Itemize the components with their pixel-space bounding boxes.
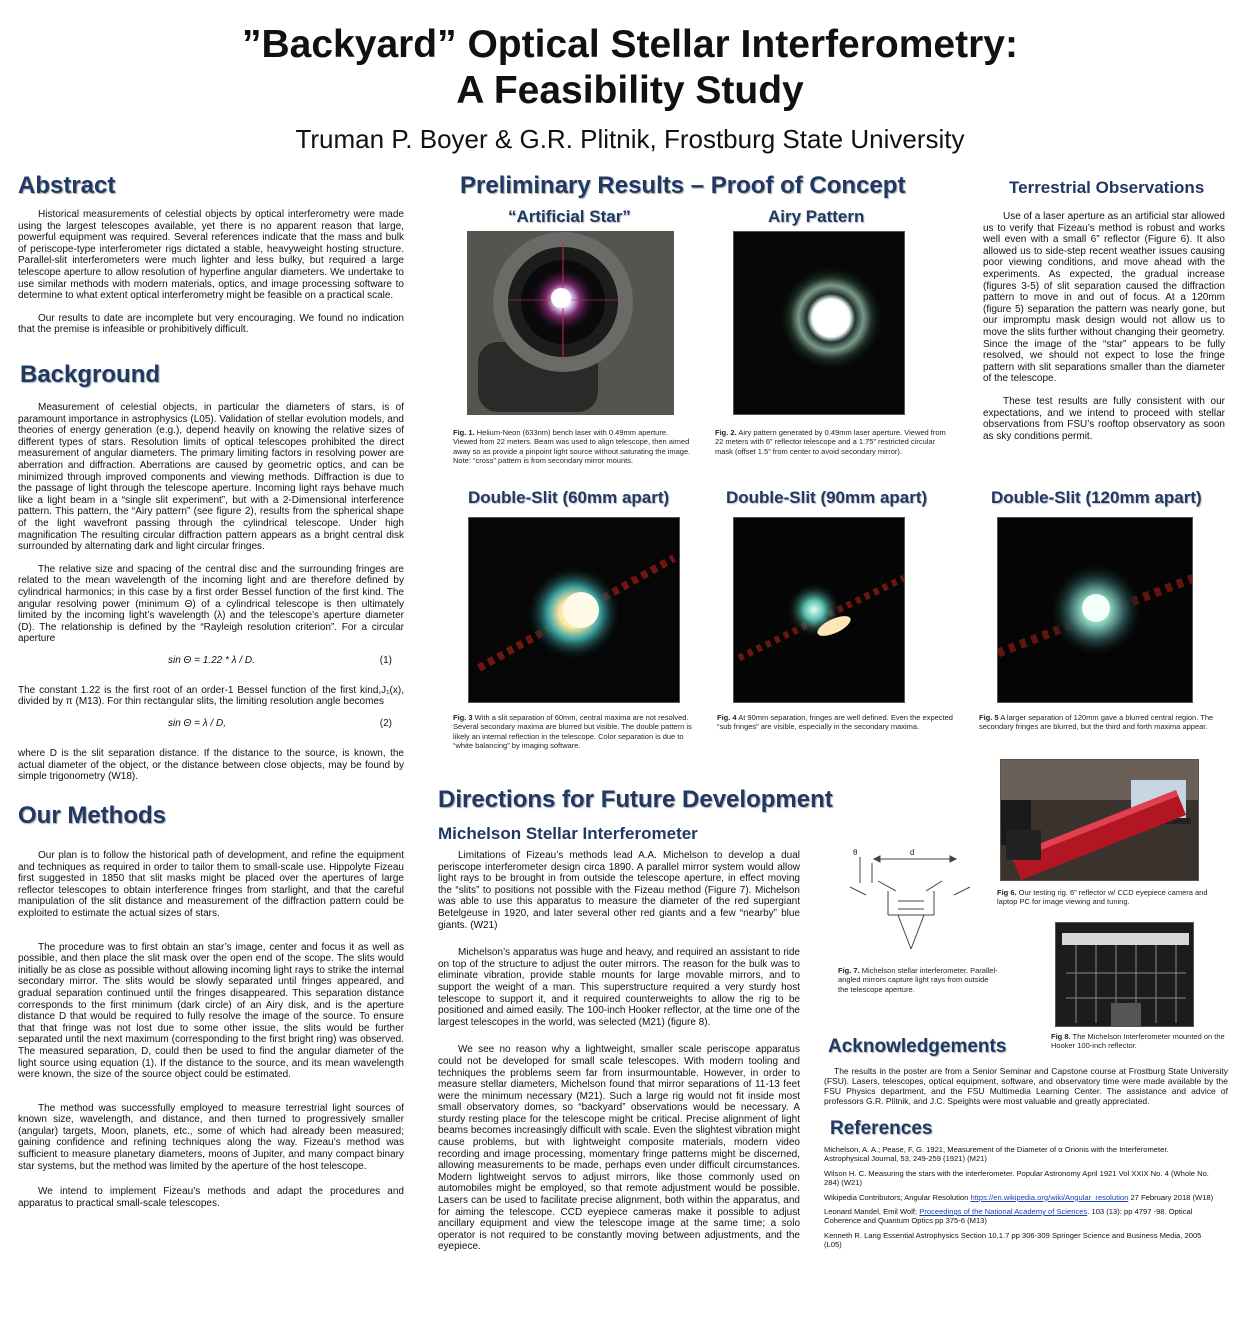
fig5-title: Double-Slit (120mm apart) [991, 488, 1202, 507]
fig7-michelson-diagram [838, 843, 984, 955]
equation-1-number: (1) [379, 654, 392, 666]
methods-paragraph: Our plan is to follow the historical path of development, and refine the equipment and techniques as required in order to tailor them to small-scale use. Hippolyte Fizeau first suggested in 1850 that slit masks might be placed over the apertures of large reflector telescopes to obtain interference fringes from starlight, and that the careful manipulation of the slit distance and measurement of the diffraction pattern could be exploited to estimate the actual sizes of stars. [18, 850, 404, 919]
equation-1 [18, 655, 404, 669]
acknowledgements-heading: Acknowledgements [828, 1036, 1007, 1057]
future-paragraph: Michelson’s apparatus was huge and heavy, and required an assistant to ride on top of the structure to adjust the outer mirrors. The reason for the bulk was to eliminate vibration, provide stable mounts for large movable mirrors, and to support the weight of a man. This superstructure required a very sturdy host telescope to support it, and it required counterweights to allow the rig to be positioned and aimed easily. The 100-inch Hooker reflector, at the time one of the largest telescopes in the world, was selected (M21) (figure 8). [438, 947, 800, 1028]
reference-text: Leonard Mandel, Emil Wolf; [824, 1207, 920, 1217]
fig3-caption [453, 713, 693, 751]
fig2-label: Fig. 2. [715, 428, 737, 437]
artificial-star-graphic [468, 232, 674, 415]
reference-item: Kenneth R. Lang Essential Astrophysics Section 10.1.7 pp 306-309 Springer Science and Business Media, 2005 (L05) [824, 1230, 1202, 1250]
fig8-label: Fig 8. [1051, 1032, 1071, 1041]
fig4-caption-text: At 90mm separation, fringes are well defined. Even the expected “sub fringes” are visible, especially in the secondary maxima. [717, 713, 953, 732]
wikipedia-angular-resolution-link[interactable]: https://en.wikipedia.org/wiki/Angular_resolution [970, 1192, 1129, 1202]
fig4-caption [717, 713, 953, 732]
abstract-paragraph: Historical measurements of celestial objects by optical interferometry were made using the largest telescopes available, yet there is no apparent reason that large, powerful equipment was required. Several references indicate that the mass and bulk of periscope-type interferometer rigs dictated a stable, heavyweight hosting structure. Parallel-slit interferometers were much lighter and less bulky, but required a large telescope aperture to allow resolution of hyperfine angular diameters. We undertake to use similar methods with modern materials, optics, and image processing software to determine to what extent optical interferometry might be feasible on a practical scale. [18, 209, 404, 302]
pnas-link[interactable]: Proceedings of the National Academy of Sciences [919, 1207, 1088, 1217]
future-body [438, 850, 800, 1264]
abstract-body [18, 209, 404, 347]
fig1-artificial-star-image [467, 231, 674, 415]
fig8-caption-text: The Michelson Interferometer mounted on the Hooker 100-inch reflector. [1051, 1032, 1225, 1051]
equation-2 [18, 718, 404, 732]
title-line-1: ”Backyard” Optical Stellar Interferometry: [242, 23, 1018, 66]
results-heading: Preliminary Results – Proof of Concept [460, 172, 906, 199]
abstract-heading: Abstract [18, 172, 116, 199]
hooker-reflector-graphic [1056, 923, 1194, 1027]
fig6-caption [997, 888, 1215, 907]
background-paragraph: Measurement of celestial objects, in particular the diameters of stars, is of paramount importance in astrophysics (L05). Validation of stellar evolution models, and theories of energy generation (e.g.), depend heavily on knowing the relative sizes of different types of stars. Resolution limits of optical telescopes prohibited the direct measurement of angular diameters. The primary limiting factors in resolving power are aberration and diffraction. Aberrations are caused by geometric optics, and can be minimized through improved components and viewing methods. Diffraction is due to the passage of light through the telescope aperture. Incoming light rays behave much like a light beam in a “single slit experiment”, but with a 2-Dimensional interference pattern. This pattern, the “Airy pattern” (see figure 2), results from the spherical shape of the light wavefront passing through the cylindrical telescope. Under high magnification The resulting circular diffraction pattern appears as a bright central disk surrounded by alternating dark and light circular fringes. [18, 402, 404, 553]
reference-item [824, 1193, 1214, 1202]
equation-1-text: sin Θ = 1.22 * λ / D. [168, 654, 255, 666]
reference-item: Michelson, A. A.; Pease, F. G. 1921, Measurement of the Diameter of α Orionis with the Interferometer. Astrophysical Journal, 53, 249-259 (1921) (M21) [824, 1145, 1169, 1164]
fig5-label: Fig. 5 [979, 713, 999, 722]
double-slit-120mm-graphic [998, 518, 1193, 703]
background-paragraph: The constant 1.22 is the first root of an order-1 Bessel function of the first kind,J₁(x), divided by π (M13). For thin rectangular slits, the limiting resolution angle becomes [18, 684, 404, 708]
title-line-2: A Feasibility Study [456, 69, 804, 112]
fig6-testing-rig-photo [1000, 759, 1199, 881]
methods-paragraph: The method was successfully employed to measure terrestrial light sources of known size, wavelength, and distance, and then turned to progressively smaller (angular) targets, Moon, planets, etc., some of which had already been measured; gaining confidence and refining techniques along the way. Fizeau’s method was sufficient to measure planetary diameters, moons of Jupiter, and many compact binary star systems, but the method was limited by the aperture of the host telescope. [18, 1102, 404, 1172]
methods-paragraph: The procedure was to first obtain an star’s image, center and focus it as well as possible, and then place the slit mask over the open end of the scope. The slits would initially be as close as possible without allowing incoming light rays to strike the internal secondary mirror. The slits would be slowly separated until fringes appeared, and gradual separation continued until the fringes disappeared. This separation distance corresponds to the first minimum (dark circle) of an Airy disk, and is the aperture distance D that would be required to fully resolve the image of the source. To ensure that that fringe was not lost due to some other issue, the slits would be further separated until the next maximum (corresponding to the first bright ring) was observed. The measured separation, D, could then be used to find the angular diameter of the light source using equation (1). If the distance to the source, and its mean wavelength were known, the size of the source object could be estimated. [18, 941, 404, 1081]
testing-rig-graphic [1001, 760, 1199, 881]
acknowledgements-text: The results in the poster are from a Senior Seminar and Capstone course at Frostburg State University (FSU). Lasers, telescopes, optical equipment, software, and observatory time were made available by the FSU Physics department, and the FSU Multimedia Learning Center. The assistance and advice of professors G.R. Plitnik, and J.C. Speights were most valuable and greatly appreciated. [824, 1066, 1228, 1106]
background-paragraph: The relative size and spacing of the central disc and the surrounding fringes are related to the mean wavelength of the incoming light and are therefore defined by cylindrical harmonics; in this case by a first order Bessel function of the first kind. The angular resolving power (minimum Θ) of a cylindrical telescope is then ultimately limited by the incoming light’s wavelength (λ) and the telescope’s aperture diameter (D). The relationship is defined by the “Rayleigh resolution criterion”. For a circular aperture [18, 563, 404, 645]
terrestrial-paragraph: Use of a laser aperture as an artificial star allowed us to verify that Fizeau’s method is robust and works well even with a small 6” reflector (Figure 6). It also allowed us to side-step recent weather issues causing poor viewing conditions, and move ahead with the experiments. As expected, the gradual increase (figures 3-5) of slit separation caused the diffraction pattern to move in and out of focus. At a 120mm (figure 5) separation the pattern was nearly gone, but our impromptu mask design would not allow us to move the slits further without changing their geometry. Since the image of the “star” appears to be fully resolved, we should not expect to lose the fringe pattern with slit separations smaller than the diameter of the telescope. [983, 211, 1225, 385]
fig2-title: Airy Pattern [768, 207, 865, 226]
fig3-title: Double-Slit (60mm apart) [468, 488, 670, 507]
double-slit-60mm-graphic [469, 518, 680, 703]
fig4-title: Double-Slit (90mm apart) [726, 488, 928, 507]
methods-paragraph: We intend to implement Fizeau’s methods and adapt the procedures and apparatus to practical small-scale telescopes. [18, 1186, 404, 1209]
double-slit-90mm-graphic [734, 518, 905, 703]
reference-item: Wilson H. C. Measuring the stars with the interferometer. Popular Astronomy April 1921 Vol XXIX No. 4 (Whole No. 284) (W21) [824, 1168, 1209, 1188]
fig1-title: “Artificial Star” [508, 207, 631, 226]
airy-pattern-graphic [734, 232, 905, 415]
fig7-caption-text: Michelson stellar interferometer. Parallel-angled mirrors capture light rays from outside the telescope aperture. [838, 966, 998, 994]
fig7-theta-label: θ [853, 848, 858, 857]
fig5-double-slit-120mm-image [997, 517, 1193, 703]
references-list [824, 1145, 1214, 1255]
terrestrial-heading: Terrestrial Observations [1009, 178, 1205, 197]
future-paragraph: Limitations of Fizeau’s methods lead A.A. Michelson to develop a dual periscope interferometer design circa 1890. A parallel mirror system would allow light rays to be brought in from outside the telescope aperture, in effect moving the “slits” to positions not possible with the Fizeau method (Figure 7). Michelson was able to use this apparatus to measure the diameter of the red supergiant Betelgeuse in 1920, and later several other red giants and a few “nearby” blue giants. (W21) [438, 850, 800, 931]
reference-text: . 103 (13): pp 4797 -98. Optical Coherence and Quantum Optics pp 375-6 (M13) [824, 1207, 1193, 1226]
future-heading: Directions for Future Development [438, 786, 833, 813]
fig8-caption [1051, 1032, 1231, 1051]
abstract-paragraph: Our results to date are incomplete but very encouraging. We found no indication that the premise is infeasible or prohibitively difficult. [18, 312, 404, 336]
equation-2-number: (2) [379, 718, 392, 730]
fig7-caption [838, 966, 998, 994]
fig2-caption [715, 428, 951, 456]
fig5-caption-text: A larger separation of 120mm gave a blurred central region. The secondary fringes are blurred, but the third and forth maxima appear. [979, 713, 1214, 732]
background-heading: Background [20, 361, 161, 388]
fig7-label: Fig. 7. [838, 966, 860, 975]
michelson-diagram-graphic [838, 843, 984, 955]
fig2-caption-text: Airy pattern generated by 0.49mm laser aperture. Viewed from 22 meters with 6” reflector telescope and a 1.75” restricted circular mask (offset 1.5” from center to avoid secondary mirror). [715, 428, 946, 456]
terrestrial-paragraph: These test results are fully consistent with our expectations, and we intend to proceed with stellar observations from FSU’s rooftop observatory as soon as sky conditions permit. [983, 395, 1225, 442]
future-paragraph: We see no reason why a lightweight, smaller scale periscope apparatus could not be developed for small scale telescopes. With modern tooling and techniques the problems seem far from insurmountable. However, in order to measure stellar diameters, Michelson found that mirror separations of 11-13 feet were the minimum necessary (M21). Such a large rig would not fit inside most small observatory domes, so “backyard” observations would be necessary. A sturdy resting place for the telescope might be critical. Precise alignment of light beams becomes increasingly difficult with scale. Even the slightest vibration might cause problems, but with lightweight composite materials, modern video recording and image processing, momentary fringe patterns might be discerned, allowing measurements to be made, perhaps even under difficult circumstances. Modern lightweight servos to adjust mirrors, like those commonly used on automobiles might be employed, so that remote adjustment would be possible. Lasers can be used to facilitate precise alignment, both within the apparatus, and for aiming the telescope. CCD eyepiece cameras make it possible to adjust ancillary equipment and view the telescope image at the same time; a solo operator is not required to be constantly moving between adjustments, and the eyepiece. [438, 1044, 800, 1253]
background-paragraph: where D is the slit separation distance. If the distance to the source, is known, the actual diameter of the object, or the distance between close objects, may be found by simple trigonometry (W18). [18, 748, 404, 783]
fig3-double-slit-60mm-image [468, 517, 680, 703]
methods-body [18, 850, 404, 1220]
fig8-hooker-reflector-photo [1055, 922, 1194, 1027]
fig1-label: Fig. 1. [453, 428, 475, 437]
fig6-caption-text: Our testing rig. 6” reflector w/ CCD eyepiece camera and laptop PC for image viewing and tuning. [997, 888, 1208, 907]
poster-authors: Truman P. Boyer & G.R. Plitnik, Frostburg State University [295, 124, 965, 154]
fig1-caption-text: Helium-Neon (633nm) bench laser with 0.49mm aperture. Viewed from 22 meters. Beam was used to align telescope, then aimed away so as provide a pinpoint light source without saturating the image. Note: “cross” pattern is from secondary mirror mounts. [453, 428, 691, 466]
methods-heading: Our Methods [18, 802, 166, 829]
acknowledgements-body [824, 1066, 1228, 1117]
fig4-double-slit-90mm-image [733, 517, 905, 703]
terrestrial-body [983, 211, 1225, 453]
references-heading: References [830, 1118, 933, 1139]
fig6-label: Fig 6. [997, 888, 1017, 897]
reference-text: Wikipedia Contributors; Angular Resolution [824, 1192, 971, 1202]
reference-item [824, 1207, 1214, 1226]
fig2-airy-pattern-image [733, 231, 905, 415]
future-subheading: Michelson Stellar Interferometer [438, 824, 698, 843]
fig4-label: Fig. 4 [717, 713, 737, 722]
fig3-caption-text: With a slit separation of 60mm, central maxima are not resolved. Several secondary maxima are blurred but visible. The double pattern is likely an internal reflection in the telescope. Color separation is due to “white balancing” by imaging software. [453, 713, 692, 751]
equation-2-text: sin Θ = λ / D, [168, 718, 226, 730]
fig5-caption [979, 713, 1231, 732]
reference-text: 27 February 2018 (W18) [1128, 1192, 1214, 1202]
background-body [18, 402, 404, 794]
fig1-caption [453, 428, 691, 466]
fig7-d-label: d [910, 848, 915, 857]
poster-title [0, 22, 1260, 114]
fig3-label: Fig. 3 [453, 713, 473, 722]
